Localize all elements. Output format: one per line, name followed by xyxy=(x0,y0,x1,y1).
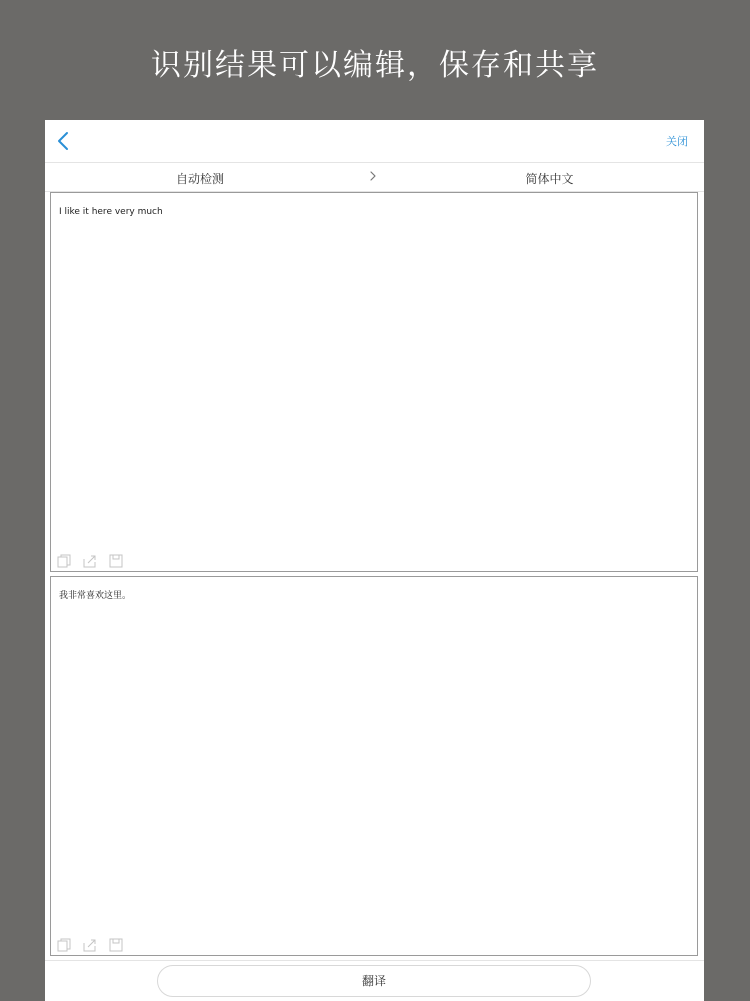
app-screen xyxy=(45,120,704,1000)
close-button[interactable]: 关闭 xyxy=(666,135,688,148)
share-icon xyxy=(83,554,97,568)
promo-banner-title: 识别结果可以编辑，保存和共享 xyxy=(151,48,599,83)
source-language-selector[interactable]: 自动检测 xyxy=(175,172,224,186)
translation-text-panel xyxy=(50,576,698,956)
translation-save-button[interactable] xyxy=(109,937,123,951)
source-share-button[interactable] xyxy=(83,553,97,567)
translation-copy-button[interactable] xyxy=(57,937,71,951)
bottom-action-bar xyxy=(45,960,704,1001)
chevron-right-icon xyxy=(367,169,379,183)
navigation-bar xyxy=(45,120,704,163)
source-text-panel xyxy=(50,192,698,572)
save-icon xyxy=(109,938,123,952)
translation-panel-toolbar xyxy=(57,937,123,951)
source-text-input[interactable] xyxy=(59,205,687,535)
save-icon xyxy=(109,554,123,568)
source-save-button[interactable] xyxy=(109,553,123,567)
copy-icon xyxy=(57,554,71,568)
share-icon xyxy=(83,938,97,952)
language-selector-bar xyxy=(45,163,704,192)
target-language-selector[interactable]: 简体中文 xyxy=(525,172,574,186)
copy-icon xyxy=(57,938,71,952)
source-panel-toolbar xyxy=(57,553,123,567)
translation-text-output[interactable] xyxy=(59,589,687,919)
back-button[interactable] xyxy=(53,130,75,152)
language-separator xyxy=(367,169,379,183)
source-copy-button[interactable] xyxy=(57,553,71,567)
chevron-left-icon xyxy=(53,130,75,152)
translation-share-button[interactable] xyxy=(83,937,97,951)
translate-button[interactable]: 翻译 xyxy=(157,965,591,997)
